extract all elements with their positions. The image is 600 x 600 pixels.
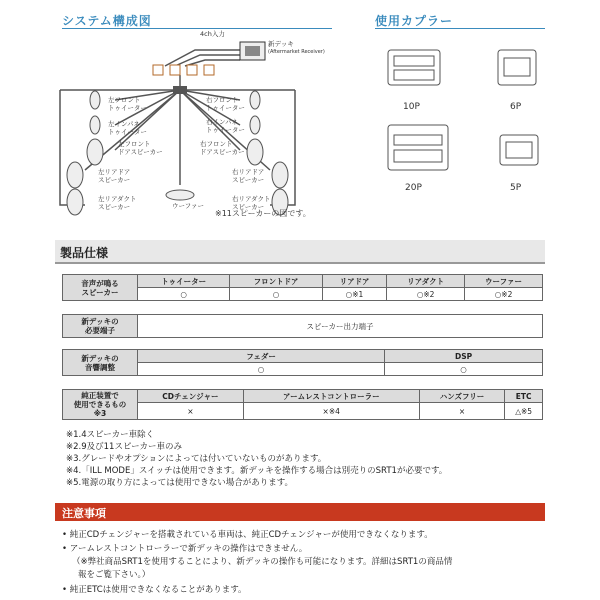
new-deck-label: 新デッキ	[268, 40, 294, 48]
caution-item-1: 純正CDチェンジャーを搭載されている車両は、純正CDチェンジャーが使用できなくなります。	[69, 530, 433, 540]
speaker-value-rear-door: ○※1	[322, 288, 387, 301]
speaker-value-front-door: ○	[230, 288, 322, 301]
oem-value-etc: △※5	[505, 403, 543, 420]
input-label: 4ch入力	[200, 30, 225, 38]
sound-value-dsp: ○	[385, 363, 543, 376]
note-3: ※3.グレードやオプションによっては付いていないものがあります。	[66, 454, 327, 464]
speaker-header-woofer: ウーファー	[465, 275, 543, 288]
oem-value-handsfree: ×	[419, 403, 505, 420]
speaker-header-rear-door: リアドア	[322, 275, 387, 288]
oem-header-cd-changer: CDチェンジャー	[138, 390, 244, 403]
oem-device-table	[62, 389, 543, 420]
aftermarket-label: (Aftermarket Receiver)	[268, 49, 325, 55]
caution-title-bar	[55, 503, 545, 521]
woofer-label: ウーファー	[172, 202, 205, 210]
spec-title: 製品仕様	[60, 246, 109, 260]
left-rear-duct-label: 左リアダクト スピーカー	[98, 195, 137, 211]
terminal-table	[62, 314, 543, 338]
terminal-row-header: 新デッキの 必要端子	[63, 315, 138, 338]
oem-value-cd-changer: ×	[138, 403, 244, 420]
left-rear-door-label: 左リアドア スピーカー	[98, 168, 131, 184]
right-inpane-tweeter-label: 右インパネ トゥイーター	[206, 118, 245, 134]
sound-adjust-row-header: 新デッキの 音響調整	[63, 350, 138, 376]
speaker-header-tweeter: トゥイーター	[138, 275, 230, 288]
coupler-10p-label: 10P	[403, 102, 420, 112]
oem-header-handsfree: ハンズフリー	[419, 390, 505, 403]
caution-item-3: （※弊社商品SRT1を使用することにより、新デッキの操作も可能になります。詳細はSRT1の商品情	[72, 557, 453, 567]
system-title: システム構成図	[62, 14, 152, 28]
coupler-6p-label: 6P	[510, 102, 522, 112]
note-2: ※2.9及び11スピーカー車のみ	[66, 442, 182, 452]
coupler-20p-label: 20P	[405, 183, 422, 193]
left-inpane-tweeter-label: 左インパネ トゥイーター	[108, 120, 147, 136]
sound-header-fader: フェダー	[138, 350, 385, 363]
left-front-tweeter-label: 左フロント トゥイーター	[108, 96, 147, 112]
right-rear-duct-label: 右リアダクト スピーカー	[232, 195, 271, 211]
caution-bullet-1: • 純正CDチェンジャーを搭載されている車両は、純正CDチェンジャーが使用できなくなります。	[62, 530, 433, 540]
terminal-value: スピーカー出力端子	[138, 315, 543, 338]
note-4: ※4.「ILL MODE」スイッチは使用できます。新デッキを操作する場合は別売りのSRT1が必要です。	[66, 466, 448, 476]
caution-item-4: 報をご覧下さい。）	[78, 570, 151, 580]
right-front-tweeter-label: 右フロント トゥイーター	[206, 96, 245, 112]
caution-item-5: 純正ETCは使用できなくなることがあります。	[69, 585, 247, 595]
oem-value-armrest: ×※4	[243, 403, 419, 420]
oem-header-etc: ETC	[505, 390, 543, 403]
speaker-value-rear-duct: ○※2	[387, 288, 465, 301]
speaker-header-front-door: フロントドア	[230, 275, 322, 288]
oem-header-armrest: アームレストコントローラー	[243, 390, 419, 403]
speaker-value-tweeter: ○	[138, 288, 230, 301]
speaker-table	[62, 274, 543, 301]
caution-bullet-2: • アームレストコントローラーで新デッキの操作はできません。	[62, 544, 308, 554]
system-title-underline	[62, 28, 332, 29]
note-1: ※1.4スピーカー車除く	[66, 430, 155, 440]
coupler-title-underline	[375, 28, 545, 29]
coupler-drawings	[380, 40, 550, 200]
left-front-door-label: 左フロント ドアスピーカー	[118, 140, 163, 156]
caution-title: 注意事項	[62, 507, 106, 520]
sound-adjust-table	[62, 349, 543, 376]
diagram-caption: ※11スピーカーの図です。	[215, 209, 311, 218]
sound-header-dsp: DSP	[385, 350, 543, 363]
coupler-5p-label: 5P	[510, 183, 522, 193]
right-rear-door-label: 右リアドア スピーカー	[232, 168, 265, 184]
speaker-value-woofer: ○※2	[465, 288, 543, 301]
caution-item-2: アームレストコントローラーで新デッキの操作はできません。	[69, 544, 308, 554]
note-5: ※5.電源の取り方によっては使用できない場合があります。	[66, 478, 294, 488]
oem-row-header: 純正装置で 使用できるもの ※3	[63, 390, 138, 420]
sound-value-fader: ○	[138, 363, 385, 376]
speaker-row-header: 音声が鳴る スピーカー	[63, 275, 138, 301]
right-front-door-label: 右フロント ドアスピーカー	[200, 140, 245, 156]
coupler-title: 使用カプラー	[375, 14, 454, 28]
spec-title-bar	[55, 240, 545, 264]
caution-bullet-5: • 純正ETCは使用できなくなることがあります。	[62, 585, 247, 595]
speaker-header-rear-duct: リアダクト	[387, 275, 465, 288]
